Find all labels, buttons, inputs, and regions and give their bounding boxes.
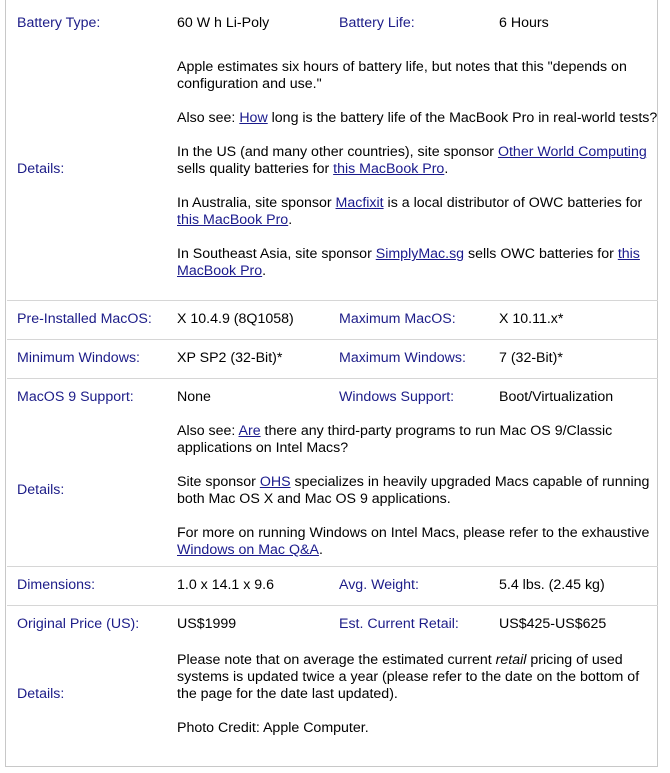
battery-life-label: Battery Life: — [339, 14, 415, 31]
dimensions-row — [7, 566, 658, 605]
preinstalled-macos-label: Pre-Installed MacOS: — [7, 300, 177, 339]
macos9-support-value: None — [177, 388, 211, 405]
battery-life-link[interactable]: How — [239, 110, 268, 127]
asia-battery-link[interactable]: this MacBook Pro — [177, 246, 640, 280]
current-retail-label: Est. Current Retail: — [339, 616, 459, 633]
price-details-text — [177, 644, 658, 744]
battery-details-label: Details: — [7, 40, 177, 300]
photo-credit: Photo Credit: Apple Computer. — [177, 719, 369, 736]
ohs-sponsor-note: Site sponsor OHS specializes in heavily upgraded Macs capable of running both Mac OS X and Mac OS 9 applications. — [177, 473, 650, 507]
weight-value: 5.4 lbs. (2.45 kg) — [499, 566, 658, 605]
support-row — [7, 378, 658, 416]
simplymac-link[interactable]: SimplyMac.sg — [375, 246, 465, 263]
windows-support-value: Boot/Virtualization — [499, 388, 614, 405]
battery-type-value: 60 W h Li-Poly — [177, 14, 270, 31]
macfixit-link[interactable]: Macfixit — [335, 195, 384, 212]
price-row — [7, 605, 658, 644]
battery-life-value: 6 Hours — [499, 14, 549, 31]
spec-table — [7, 6, 658, 744]
minimum-windows-label: Minimum Windows: — [7, 339, 177, 378]
macos-row — [7, 300, 658, 339]
maximum-windows-label: Maximum Windows: — [339, 339, 499, 378]
windows-on-mac-note: For more on running Windows on Intel Macs, please refer to the exhaustive Windows on Mac Q&A. — [177, 524, 650, 558]
battery-note: Apple estimates six hours of battery life, but notes that this "depends on configuration and use." — [177, 59, 627, 93]
windows-support-label: Windows Support: — [339, 388, 455, 405]
maximum-windows-value: 7 (32-Bit)* — [499, 339, 658, 378]
battery-details-row — [7, 40, 658, 300]
macos9-support-label: MacOS 9 Support: — [17, 388, 134, 405]
owc-link[interactable]: Other World Computing — [497, 144, 647, 161]
us-sponsor-note: In the US (and many other countries), site sponsor Other World Computing sells quality batteries for this MacBook Pro. — [177, 144, 647, 178]
australia-sponsor-note: In Australia, site sponsor Macfixit is a local distributor of OWC batteries for this MacBook Pro. — [177, 195, 643, 229]
support-details-row — [7, 416, 658, 566]
support-details-label: Details: — [7, 416, 177, 566]
battery-details-text — [177, 40, 658, 300]
asia-sponsor-note: In Southeast Asia, site sponsor SimplyMac.sg sells OWC batteries for this MacBook Pro. — [177, 246, 640, 280]
original-price-value: US$1999 — [177, 616, 237, 633]
battery-life-also-see: Also see: How long is the battery life of the MacBook Pro in real-world tests? — [177, 110, 658, 127]
battery-row — [7, 6, 658, 40]
dimensions-value: 1.0 x 14.1 x 9.6 — [177, 566, 339, 605]
us-battery-link[interactable]: this MacBook Pro — [333, 161, 445, 178]
current-retail-value: US$425-US$625 — [499, 616, 607, 633]
price-details-label: Details: — [17, 685, 65, 702]
weight-label: Avg. Weight: — [339, 566, 499, 605]
pricing-note: Please note that on average the estimated current retail pricing of used systems is updated twice a year (please refer to the date on the bottom of the page for the date last updated). — [177, 651, 640, 702]
ohs-link[interactable]: OHS — [259, 473, 291, 490]
maximum-macos-value: X 10.11.x* — [499, 300, 658, 339]
windows-row — [7, 339, 658, 378]
windows-on-mac-link[interactable]: Windows on Mac Q&A — [177, 541, 319, 558]
australia-battery-link[interactable]: this MacBook Pro — [177, 212, 289, 229]
minimum-windows-value: XP SP2 (32-Bit)* — [177, 339, 339, 378]
original-price-label: Original Price (US): — [17, 616, 140, 633]
price-details-row — [7, 644, 658, 744]
dimensions-label: Dimensions: — [7, 566, 177, 605]
support-details-text — [177, 416, 658, 566]
maximum-macos-label: Maximum MacOS: — [339, 300, 499, 339]
classic-also-see: Also see: Are there any third-party programs to run Mac OS 9/Classic applications on Intel Macs? — [177, 422, 613, 456]
classic-programs-link[interactable]: Are — [238, 422, 261, 439]
preinstalled-macos-value: X 10.4.9 (8Q1058) — [177, 300, 339, 339]
battery-type-label: Battery Type: — [17, 14, 101, 31]
